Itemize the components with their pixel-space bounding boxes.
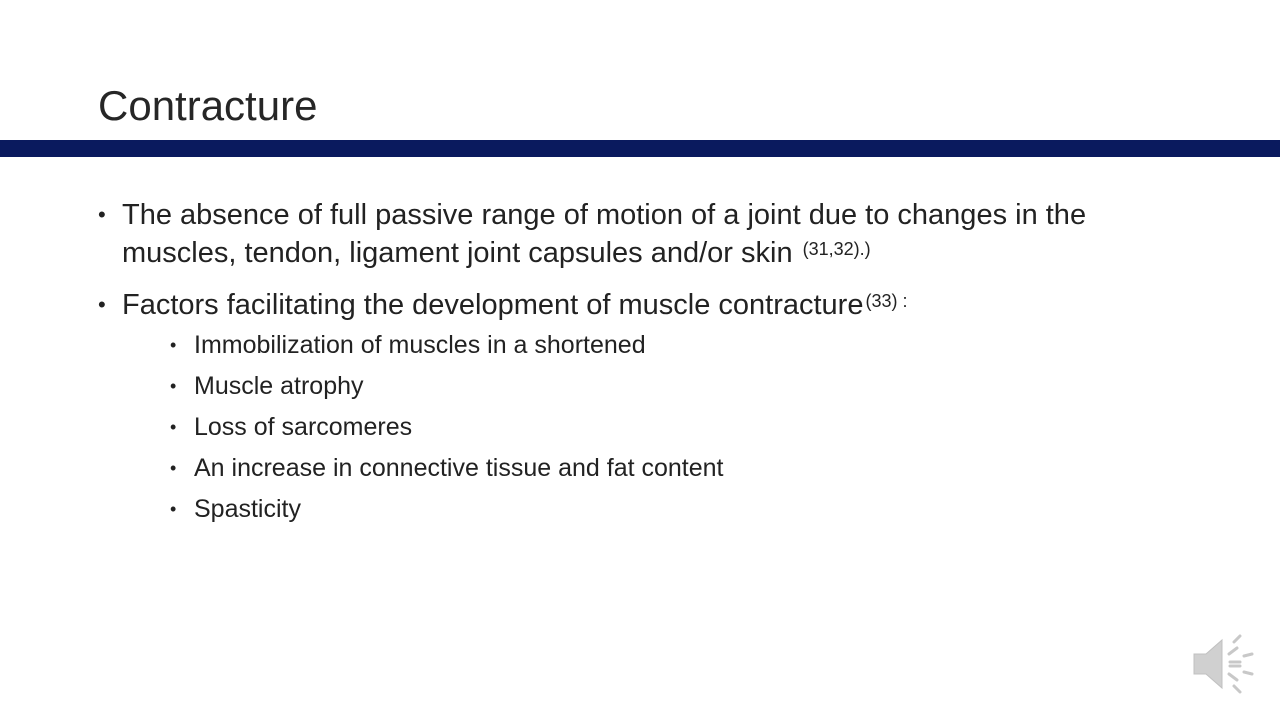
slide-content <box>98 196 1188 538</box>
sub-bullet-text: Muscle atrophy <box>194 372 364 400</box>
bullet-dot: • <box>98 202 106 227</box>
sub-bullet-item <box>170 412 1188 442</box>
bullet-item-definition <box>98 196 1188 272</box>
sub-bullet-list <box>170 330 1188 524</box>
bullet-dot: • <box>170 499 177 519</box>
sub-bullet-item <box>170 330 1188 360</box>
bullet-text: Factors facilitating the development of muscle contracture <box>122 289 864 321</box>
bullet-text: The absence of full passive range of motion of a joint due to changes in the muscles, tendon, ligament joint capsules and/or skin <box>122 199 1087 269</box>
slide-title: Contracture <box>98 82 318 129</box>
sub-bullet-text: Immobilization of muscles in a shortened <box>194 331 646 359</box>
speaker-icon[interactable] <box>1190 632 1258 696</box>
bullet-dot: • <box>170 417 177 437</box>
sub-bullet-item <box>170 494 1188 524</box>
sub-bullet-text: Loss of sarcomeres <box>194 413 413 441</box>
bullet-dot: • <box>98 292 106 317</box>
speaker-icon-graphic <box>1190 632 1258 696</box>
bullet-dot: • <box>170 376 177 396</box>
bullet-item-factors <box>98 286 1188 524</box>
bullet-dot: • <box>170 458 177 478</box>
bullet-dot: • <box>170 335 177 355</box>
bullet-list <box>98 196 1188 524</box>
citation-superscript: (31,32).) <box>802 239 871 259</box>
sub-bullet-item <box>170 453 1188 483</box>
citation-superscript: (33) : <box>865 291 908 311</box>
sub-bullet-text: Spasticity <box>194 495 301 523</box>
sub-bullet-text: An increase in connective tissue and fat content <box>194 454 724 482</box>
sub-bullet-item <box>170 371 1188 401</box>
title-underline-bar <box>0 140 1280 157</box>
